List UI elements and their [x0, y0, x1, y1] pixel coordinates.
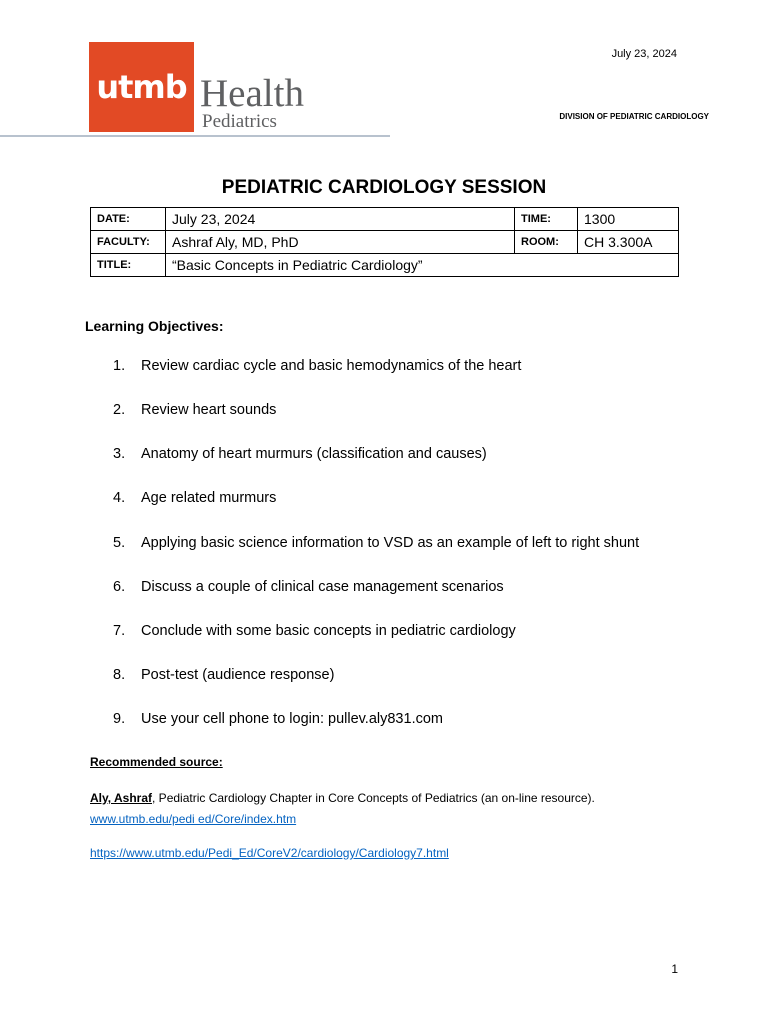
table-row — [91, 254, 679, 277]
source-author: Aly, Ashraf — [90, 791, 153, 805]
list-item-text: Post-test (audience response) — [141, 667, 335, 683]
cardiology-chapter-link[interactable]: https://www.utmb.edu/Pedi_Ed/CoreV2/cardiology/Cardiology7.html — [90, 846, 449, 860]
core-index-link[interactable]: www.utmb.edu/pedi ed/Core/index.htm — [90, 812, 297, 826]
list-item-text: Age related murmurs — [141, 490, 277, 506]
list-item — [113, 623, 516, 639]
title-label: TITLE: — [91, 254, 166, 277]
list-item-text: Use your cell phone to login: pullev.aly831.com — [141, 711, 443, 727]
list-item — [113, 490, 276, 506]
session-title: PEDIATRIC CARDIOLOGY SESSION — [221, 177, 547, 198]
session-info-table — [90, 207, 679, 277]
list-item-number: 9. — [113, 711, 126, 727]
list-item-number: 2. — [113, 402, 126, 418]
table-row — [91, 208, 679, 231]
list-item-text: Conclude with some basic concepts in pediatric cardiology — [141, 623, 516, 639]
logo-brand-box: utmb — [89, 42, 194, 132]
list-item-text: Applying basic science information to VSD as an example of left to right shunt — [141, 535, 640, 551]
list-item-number: 8. — [113, 667, 126, 683]
list-item — [113, 535, 639, 551]
list-item — [113, 358, 521, 374]
source-citation — [90, 791, 595, 805]
faculty-label: FACULTY: — [91, 231, 166, 254]
list-item-number: 1. — [113, 358, 126, 374]
logo-health-text: Health — [200, 72, 304, 115]
source-description: , Pediatric Cardiology Chapter in Core Concepts of Pediatrics (an on-line resource). — [152, 791, 595, 805]
list-item — [113, 711, 443, 727]
list-item-number: 6. — [113, 579, 126, 595]
list-item-number: 7. — [113, 623, 126, 639]
date-value: July 23, 2024 — [166, 208, 515, 231]
table-row — [91, 231, 679, 254]
room-label: ROOM: — [515, 231, 578, 254]
division-name: DIVISION OF PEDIATRIC CARDIOLOGY — [559, 112, 709, 121]
list-item-text: Review cardiac cycle and basic hemodynamics of the heart — [141, 358, 522, 374]
faculty-value: Ashraf Aly, MD, PhD — [166, 231, 515, 254]
list-item-number: 5. — [113, 535, 126, 551]
list-item-text: Review heart sounds — [141, 402, 277, 418]
logo-subtitle: Pediatrics — [202, 111, 277, 132]
title-value: “Basic Concepts in Pediatric Cardiology” — [166, 254, 679, 277]
recommended-source-heading: Recommended source: — [90, 755, 223, 769]
list-item — [113, 579, 504, 595]
list-item-text: Discuss a couple of clinical case management scenarios — [141, 579, 504, 595]
page-number: 1 — [671, 962, 678, 976]
header-date: July 23, 2024 — [611, 48, 677, 60]
learning-objectives-heading: Learning Objectives: — [85, 318, 224, 334]
date-label: DATE: — [91, 208, 166, 231]
header-divider — [0, 135, 390, 137]
list-item-number: 4. — [113, 490, 126, 506]
list-item — [113, 446, 487, 462]
list-item — [113, 402, 276, 418]
room-value: CH 3.300A — [578, 231, 679, 254]
list-item — [113, 667, 334, 683]
list-item-number: 3. — [113, 446, 126, 462]
time-label: TIME: — [515, 208, 578, 231]
list-item-text: Anatomy of heart murmurs (classification and causes) — [141, 446, 487, 462]
time-value: 1300 — [578, 208, 679, 231]
